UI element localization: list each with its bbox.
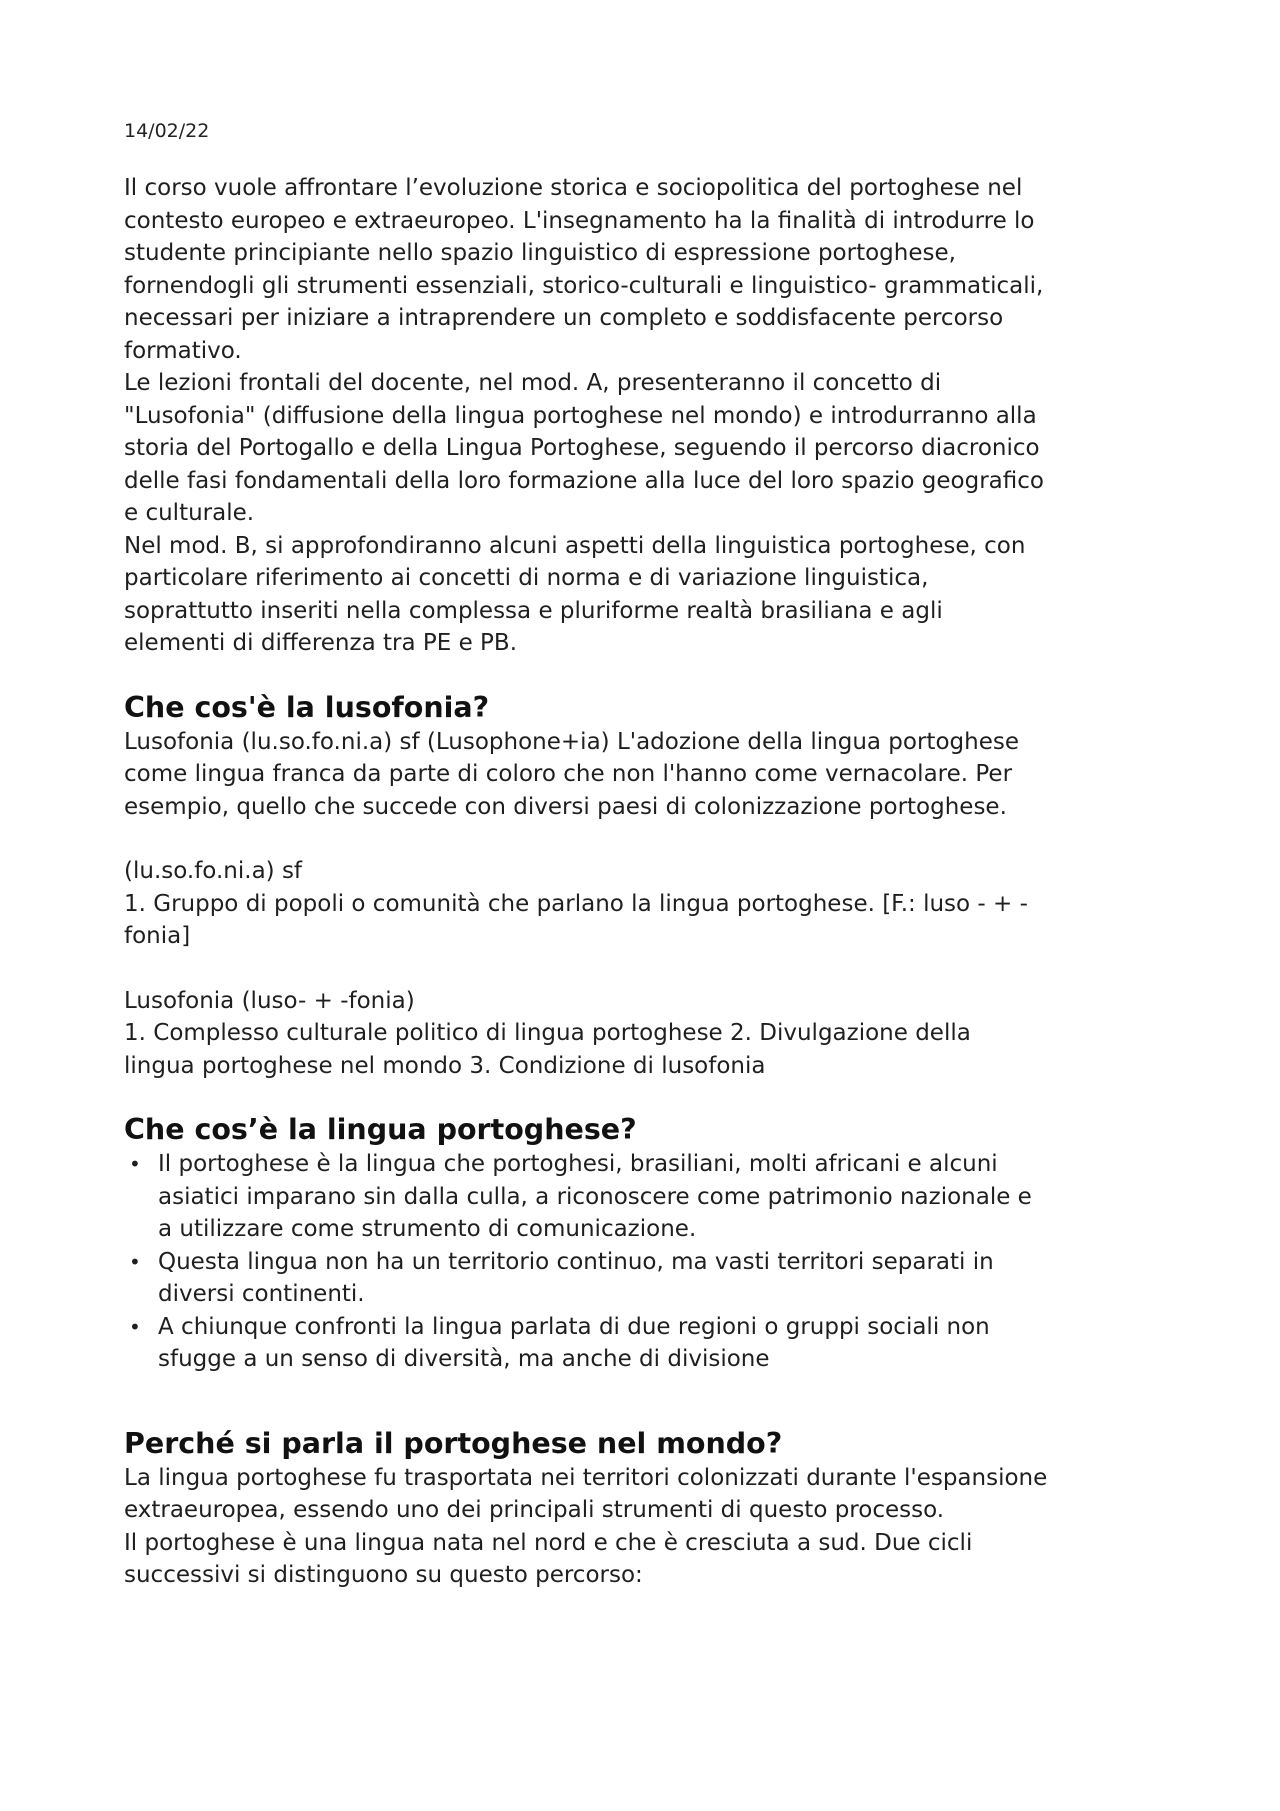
- intro-line: delle fasi fondamentali della loro formazione alla luce del loro spazio geografico: [124, 467, 1044, 494]
- list-item-line: diversi continenti.: [158, 1281, 365, 1307]
- intro-line: elementi di differenza tra PE e PB.: [124, 630, 517, 656]
- definition-line: Lusofonia (luso- + -fonia): [124, 987, 415, 1014]
- paragraph-line: Il portoghese è una lingua nata nel nord e che è cresciuta a sud. Due cicli: [124, 1529, 973, 1556]
- list-item: [124, 1311, 1184, 1376]
- intro-line: fornendogli gli strumenti essenziali, storico-culturali e linguistico- grammaticali,: [124, 272, 1044, 299]
- paragraph-gap: [124, 953, 1184, 985]
- list-item: [124, 1246, 1184, 1311]
- section-heading-portoghese-nel-mondo: Perché si parla il portoghese nel mondo?: [124, 1426, 783, 1460]
- intro-line: contesto europeo e extraeuropeo. L'insegnamento ha la finalità di introdurre lo: [124, 207, 1035, 234]
- lingua-bullet-list: [124, 1148, 1184, 1376]
- bullet-icon: •: [129, 1314, 141, 1339]
- document-page: [124, 118, 1184, 1592]
- paragraph-line: successivi si distinguono su questo percorso:: [124, 1562, 643, 1588]
- bullet-icon: •: [129, 1152, 141, 1176]
- definition-line: esempio, quello che succede con diversi paesi di colonizzazione portoghese.: [124, 793, 1007, 820]
- intro-line: soprattutto inseriti nella complessa e pluriforme realtà brasiliana e agli: [124, 597, 943, 624]
- paragraph-line: La lingua portoghese fu trasportata nei territori colonizzati durante l'espansione: [124, 1464, 1048, 1491]
- intro-line: Il corso vuole affrontare l’evoluzione storica e sociopolitica del portoghese nel: [124, 175, 1023, 201]
- intro-line: particolare riferimento ai concetti di norma e di variazione linguistica,: [124, 565, 929, 591]
- intro-paragraph: [124, 172, 1184, 660]
- list-item: [124, 1148, 1184, 1246]
- list-item-line: Il portoghese è la lingua che portoghesi, brasiliani, molti africani e alcuni: [158, 1151, 998, 1177]
- list-item-line: asiatici imparano sin dalla culla, a riconoscere come patrimonio nazionale e: [158, 1183, 1032, 1210]
- definition-line: come lingua franca da parte di coloro che non l'hanno come vernacolare. Per: [124, 761, 1013, 787]
- section-heading-lingua-portoghese: Che cos’è la lingua portoghese?: [124, 1113, 637, 1146]
- definition-line: (lu.so.fo.ni.a) sf: [124, 858, 303, 884]
- paragraph-line: extraeuropea, essendo uno dei principali strumenti di questo processo.: [124, 1497, 945, 1523]
- section-heading-lusofonia: Che cos'è la lusofonia?: [124, 690, 490, 724]
- intro-line: necessari per iniziare a intraprendere un completo e soddisfacente percorso: [124, 305, 1004, 331]
- document-date: 14/02/22: [124, 120, 210, 142]
- paragraph-gap: [124, 823, 1184, 855]
- intro-line: studente principiante nello spazio linguistico di espressione portoghese,: [124, 240, 956, 266]
- definition-line: 1. Complesso culturale politico di lingua portoghese 2. Divulgazione della: [124, 1020, 971, 1046]
- lusofonia-definition-3: [124, 985, 1184, 1083]
- intro-line: e culturale.: [124, 500, 255, 526]
- mondo-paragraph: [124, 1462, 1184, 1592]
- list-item-line: Questa lingua non ha un territorio continuo, ma vasti territori separati in: [158, 1248, 994, 1275]
- list-item-line: A chiunque confronti la lingua parlata di due regioni o gruppi sociali non: [158, 1313, 990, 1340]
- intro-line: Nel mod. B, si approfondiranno alcuni aspetti della linguistica portoghese, con: [124, 532, 1026, 559]
- definition-line: fonia]: [124, 923, 191, 949]
- lusofonia-definition-2: [124, 855, 1184, 953]
- bullet-icon: •: [129, 1249, 141, 1274]
- intro-line: "Lusofonia" (diffusione della lingua portoghese nel mondo) e introdurranno alla: [124, 402, 1037, 429]
- intro-line: storia del Portogallo e della Lingua Portoghese, seguendo il percorso diacronico: [124, 435, 1040, 461]
- intro-line: Le lezioni frontali del docente, nel mod. A, presenteranno il concetto di: [124, 370, 942, 396]
- definition-line: lingua portoghese nel mondo 3. Condizione di lusofonia: [124, 1052, 766, 1079]
- list-item-line: sfugge a un senso di diversità, ma anche di divisione: [158, 1346, 770, 1372]
- lusofonia-definition-1: [124, 726, 1184, 824]
- definition-line: Lusofonia (lu.so.fo.ni.a) sf (Lusophone+ia) L'adozione della lingua portoghese: [124, 728, 1019, 755]
- definition-line: 1. Gruppo di popoli o comunità che parlano la lingua portoghese. [F.: luso - + -: [124, 890, 1028, 917]
- intro-line: formativo.: [124, 337, 242, 364]
- list-item-line: a utilizzare come strumento di comunicazione.: [158, 1216, 697, 1242]
